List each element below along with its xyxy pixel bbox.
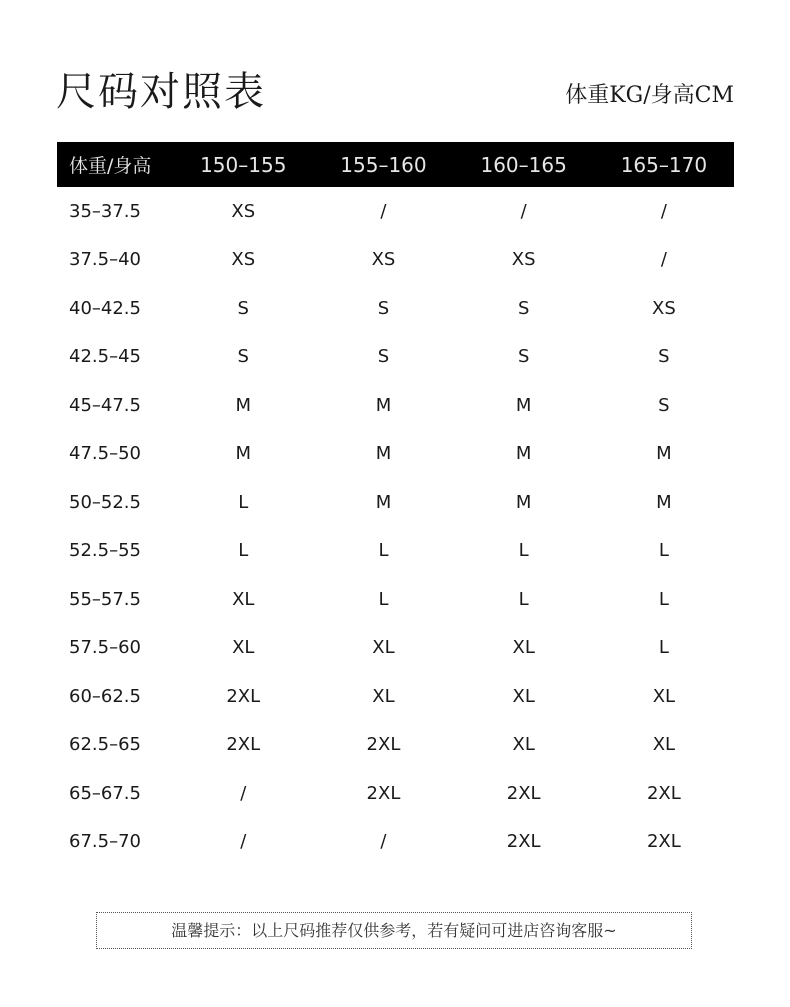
size-cell: / — [240, 831, 247, 853]
weight-range-cell: 55–57.5 — [69, 588, 141, 610]
height-header: 155–160 — [340, 152, 427, 177]
table-row — [57, 187, 734, 236]
table-row — [57, 381, 734, 430]
page-title: 尺码对照表 — [56, 69, 266, 115]
size-cell: S — [517, 297, 530, 319]
weight-range-cell: 37.5–40 — [69, 249, 141, 271]
weight-range-cell: 50–52.5 — [69, 491, 141, 513]
size-cell: / — [520, 200, 527, 222]
size-cell: 2XL — [226, 734, 261, 756]
weight-range-cell: 65–67.5 — [69, 782, 141, 804]
weight-range-cell: 60–62.5 — [69, 685, 141, 707]
table-row — [57, 818, 734, 867]
height-header: 150–155 — [200, 152, 287, 177]
size-cell: M — [515, 443, 532, 465]
size-cell: M — [375, 443, 392, 465]
height-header: 160–165 — [480, 152, 567, 177]
size-cell: XL — [512, 637, 535, 659]
size-cell: XL — [652, 685, 676, 707]
size-cell: S — [658, 346, 670, 368]
size-cell: XL — [512, 734, 535, 756]
size-cell: L — [658, 588, 669, 610]
size-cell: M — [515, 491, 532, 513]
size-chart-table — [57, 142, 734, 866]
size-cell: 2XL — [506, 831, 541, 853]
table-row — [57, 333, 734, 382]
size-cell: XL — [372, 637, 395, 659]
size-cell: M — [235, 443, 252, 465]
table-row — [57, 527, 734, 576]
size-cell: XS — [231, 249, 256, 271]
table-row — [57, 721, 734, 770]
size-cell: / — [380, 831, 387, 853]
size-cell: 2XL — [366, 782, 401, 804]
table-row — [57, 430, 734, 479]
weight-range-cell: 57.5–60 — [69, 637, 141, 659]
size-cell: L — [518, 540, 529, 562]
height-header: 165–170 — [620, 152, 708, 177]
table-row — [57, 236, 734, 285]
size-cell: S — [237, 297, 249, 319]
size-cell: L — [378, 540, 389, 562]
size-cell: S — [517, 346, 530, 368]
size-cell: XS — [652, 297, 676, 319]
size-cell: / — [240, 782, 247, 804]
size-cell: M — [375, 491, 392, 513]
size-cell: L — [238, 491, 249, 513]
size-cell: M — [656, 491, 672, 513]
unit-label: 体重KG/身高CM — [565, 83, 734, 108]
size-cell: 2XL — [646, 782, 681, 804]
weight-range-cell: 42.5–45 — [69, 346, 141, 368]
size-cell: 2XL — [646, 831, 681, 853]
tip-note: 温馨提示：以上尺码推荐仅供参考，若有疑问可进店咨询客服~ — [96, 912, 692, 949]
table-row — [57, 769, 734, 818]
table-header-row — [57, 142, 734, 187]
size-cell: L — [238, 540, 249, 562]
size-cell: XL — [372, 685, 395, 707]
size-cell: L — [658, 637, 669, 659]
table-row — [57, 624, 734, 673]
size-cell: S — [658, 394, 670, 416]
size-cell: S — [377, 297, 390, 319]
size-cell: XS — [511, 249, 536, 271]
size-cell: 2XL — [226, 685, 261, 707]
weight-range-cell: 67.5–70 — [69, 831, 141, 853]
size-cell: 2XL — [506, 782, 541, 804]
size-cell: / — [660, 249, 667, 271]
size-cell: M — [656, 443, 672, 465]
weight-range-cell: 47.5–50 — [69, 443, 141, 465]
size-cell: L — [658, 540, 669, 562]
size-cell: XL — [652, 734, 676, 756]
table-row — [57, 478, 734, 527]
size-cell: 2XL — [366, 734, 401, 756]
size-cell: XS — [231, 200, 256, 222]
size-cell: L — [518, 588, 529, 610]
size-cell: M — [235, 394, 252, 416]
table-body — [57, 187, 734, 866]
weight-range-cell: 40–42.5 — [69, 297, 141, 319]
size-cell: XL — [232, 637, 255, 659]
weight-range-cell: 45–47.5 — [69, 394, 141, 416]
size-cell: XL — [512, 685, 535, 707]
size-cell: XL — [232, 588, 255, 610]
table-row — [57, 672, 734, 721]
size-cell: S — [377, 346, 390, 368]
table-row — [57, 284, 734, 333]
weight-range-cell: 52.5–55 — [69, 540, 141, 562]
corner-header: 体重/身高 — [69, 155, 152, 177]
size-cell: M — [515, 394, 532, 416]
table-row — [57, 575, 734, 624]
weight-range-cell: 62.5–65 — [69, 734, 141, 756]
weight-range-cell: 35–37.5 — [69, 200, 141, 222]
size-cell: M — [375, 394, 392, 416]
size-cell: L — [378, 588, 389, 610]
size-cell: / — [660, 200, 667, 222]
size-cell: S — [237, 346, 249, 368]
size-cell: XS — [371, 249, 396, 271]
size-cell: / — [380, 200, 387, 222]
